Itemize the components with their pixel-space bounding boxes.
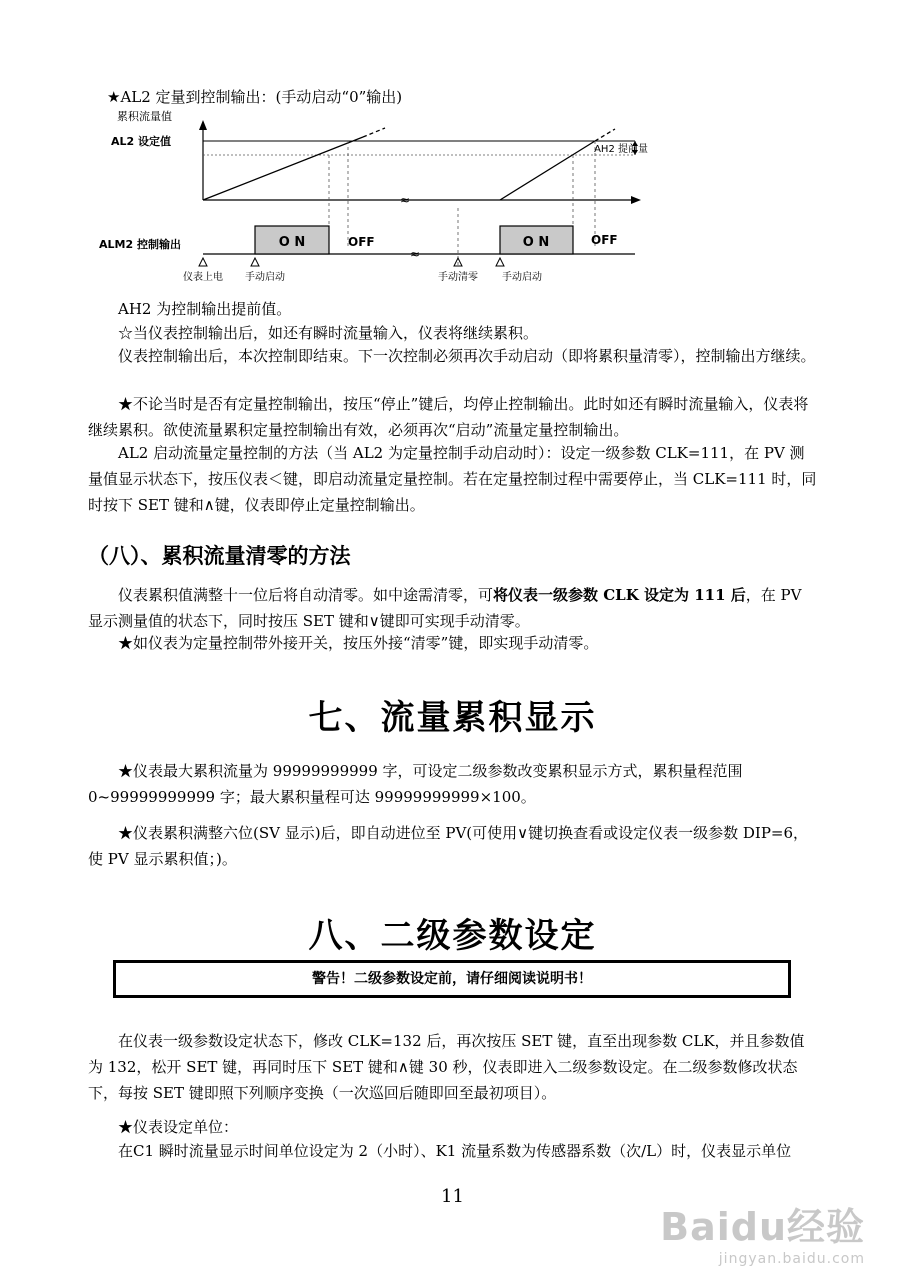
signal-break-mark: ≈ (410, 247, 421, 261)
unit-setting-text: 在C1 瞬时流量显示时间单位设定为 2（小时）、K1 流量系数为传感器系数（次/L）时，仪表显示单位 (118, 1142, 792, 1160)
chapter-heading-secondary-params: 八、二级参数设定 (308, 916, 597, 956)
marker-manual-start-2 (496, 258, 504, 266)
al2-timing-diagram (95, 108, 655, 288)
watermark-brand: Baidu经验 (660, 1205, 865, 1249)
auto-reset-text-c: ，在 PV 显示测量值的状态下，同时按压 SET 键和∨键即可实现手动清零。 (88, 586, 802, 630)
max-accumulation-paragraph: ★仪表最大累积流量为 99999999999 字，可设定二级参数改变累积显示方式，累积量程范围 0~99999999999 字；最大累积量程可达 99999999999×100。 (88, 762, 743, 806)
stop-key-paragraph: ★不论当时是否有定量控制输出，按压“停止”键后，均停止控制输出。此时如还有瞬时流量输入，仪表将继续累积。欲使流量累积定量控制输出有效，必须再次“启动”流量定量控制输出。 (88, 395, 809, 439)
y-axis-label: 累积流量值 (117, 110, 172, 123)
ah2-lead-label: AH2 提前量 (594, 144, 648, 155)
accumulation-ramp-1 (203, 137, 363, 200)
external-clear-note: ★如仪表为定量控制带外接开关，按压外接“清零”键，即实现手动清零。 (118, 634, 599, 652)
baidu-watermark (660, 1196, 865, 1267)
al2-start-method-paragraph: AL2 启动流量定量控制的方法（当 AL2 为定量控制手动启动时）：设定一级参数 CLK=111，在 PV 测量值显示状态下，按压仪表＜键，即启动流量定量控制。若在定量控制过程中需要停止，当 CLK=111 时，同时按下 SET 键和∧键，仪表即停止定量控制输出。 (88, 444, 817, 514)
auto-reset-text-bold: 将仪表一级参数 CLK 设定为 111 后 (493, 586, 746, 604)
marker-power-on (199, 258, 207, 266)
control-end-paragraph: 仪表控制输出后，本次控制即结束。下一次控制必须再次手动启动（即将累积量清零），控制输出方继续。 (118, 347, 816, 365)
marker-manual-start (251, 258, 259, 266)
ah2-note: AH2 为控制输出提前值。 (118, 300, 292, 318)
carry-to-pv-paragraph: ★仪表累积满整六位(SV 显示)后，即自动进位至 PV(可使用∨键切换查看或设定仪表一级参数 DIP=6，使 PV 显示累积值；)。 (88, 824, 809, 868)
page-number: 11 (441, 1186, 464, 1207)
x-axis-arrow (631, 196, 641, 204)
watermark-url: jingyan.baidu.com (718, 1251, 865, 1267)
accumulation-ramp-1-extension (363, 128, 385, 137)
auto-reset-paragraph (88, 582, 818, 634)
accumulation-ramp-2-extension (595, 129, 615, 141)
continue-accumulate-note: ☆当仪表控制输出后，如还有瞬时流量输入，仪表将继续累积。 (118, 324, 539, 342)
auto-reset-text-a: 仪表累积值满整十一位后将自动清零。如中途需清零，可 (118, 586, 494, 604)
on-label-1: O N (278, 235, 306, 250)
section-heading-reset: （八）、累积流量清零的方法 (88, 544, 351, 568)
event-manual-clear: 手动清零 (438, 272, 478, 283)
accumulation-ramp-2 (500, 141, 595, 200)
axis-break-mark: ≈ (400, 193, 411, 207)
enter-secondary-params-paragraph: 在仪表一级参数设定状态下，修改 CLK=132 后，再次按压 SET 键，直至出现参数 CLK，并且参数值为 132，松开 SET 键，再同时压下 SET 键和∧键 30 秒，仪表即进入二级参数设定。在二级参数修改状态下，每按 SET 键即照下列顺序变换（一次巡回后随即回至最初项目）。 (88, 1032, 805, 1102)
alm2-output-label: ALM2 控制输出 (99, 238, 181, 251)
event-manual-start-2: 手动启动 (502, 272, 542, 283)
unit-setting-heading: ★仪表设定单位： (118, 1118, 239, 1136)
warning-box: 警告！二级参数设定前，请仔细阅读说明书！ (113, 960, 791, 998)
off-label-2: OFF (591, 233, 618, 247)
event-power-on: 仪表上电 (183, 272, 223, 283)
event-manual-start: 手动启动 (245, 272, 285, 283)
chapter-heading-accumulation-display: 七、流量累积显示 (308, 698, 597, 738)
al2-setpoint-label: AL2 设定值 (111, 135, 172, 148)
y-axis-arrow (199, 120, 207, 130)
diagram-caption: ★AL2 定量到控制输出：(手动启动“0”输出) (107, 88, 403, 106)
off-label-1: OFF (348, 235, 375, 249)
on-label-2: O N (522, 235, 550, 250)
